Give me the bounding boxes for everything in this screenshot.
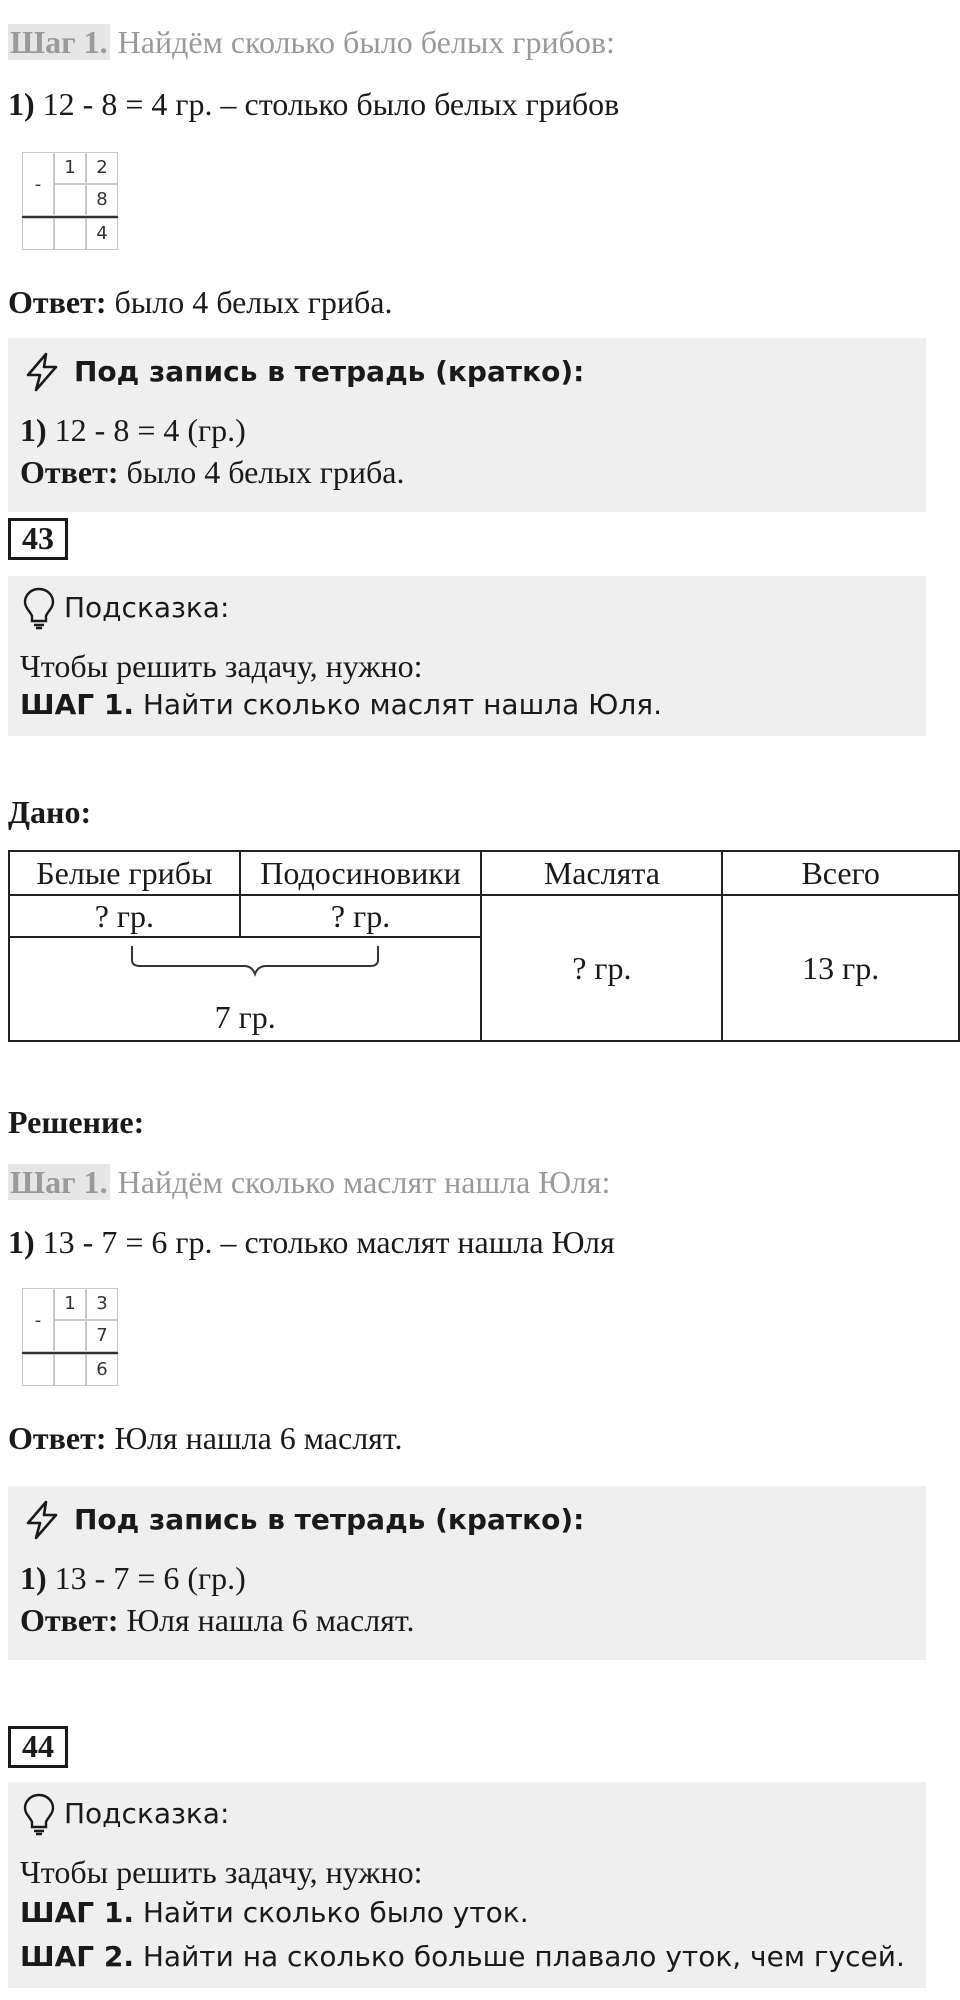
- digit-cell: 7: [86, 1320, 118, 1352]
- equation-text: 13 - 7 = 6 гр. – столько маслят нашла Юля: [42, 1224, 615, 1260]
- digit-cell: [22, 218, 54, 250]
- hint-box: [8, 576, 926, 736]
- given-table: [8, 850, 960, 1042]
- digit-cell: [22, 1354, 54, 1386]
- lightbulb-icon: [22, 586, 56, 630]
- value-cell: ? гр.: [9, 895, 240, 937]
- note-equation-text: 12 - 8 = 4 (гр.): [54, 412, 246, 448]
- minus-sign: -: [22, 1288, 54, 1352]
- step-text: Найдём сколько было белых грибов:: [117, 24, 615, 60]
- given-label: Дано:: [8, 794, 92, 830]
- digit-cell: 8: [86, 184, 118, 216]
- task-number: 43: [8, 518, 68, 560]
- note-equation: [20, 1558, 246, 1598]
- equation-line: [8, 1222, 615, 1262]
- step-text: Найдём сколько маслят нашла Юля:: [117, 1164, 611, 1200]
- hint-intro: Чтобы решить задачу, нужно:: [20, 648, 423, 684]
- column-subtraction: [22, 1288, 122, 1388]
- header-cell: Белые грибы: [9, 851, 240, 895]
- hint-title: Подсказка:: [64, 1797, 230, 1830]
- hint-step: [20, 1938, 905, 1976]
- hint-step-text: Найти сколько было уток.: [142, 1896, 529, 1929]
- answer-label: Ответ:: [8, 284, 107, 320]
- digit-cell: 3: [86, 1288, 118, 1320]
- hint-step-label: ШАГ 2.: [20, 1940, 134, 1973]
- brace-icon: [130, 944, 380, 984]
- digit-cell: [54, 218, 86, 250]
- minus-sign: -: [22, 152, 54, 216]
- value-cell: ? гр.: [481, 895, 722, 1041]
- note-answer-label: Ответ:: [20, 1602, 119, 1638]
- step-heading: [8, 1162, 610, 1202]
- solution-label: Решение:: [8, 1104, 145, 1140]
- brace-cell: [9, 937, 481, 1041]
- note-equation-number: 1): [20, 1560, 47, 1596]
- header-cell: Маслята: [481, 851, 722, 895]
- digit-cell: 4: [86, 218, 118, 250]
- task-number: 44: [8, 1726, 68, 1768]
- digit-cell: 1: [54, 1288, 86, 1320]
- note-answer-text: Юля нашла 6 маслят.: [126, 1602, 415, 1638]
- note-answer-label: Ответ:: [20, 454, 119, 490]
- notebook-note: [8, 338, 926, 512]
- answer-label: Ответ:: [8, 1420, 107, 1456]
- notebook-note: [8, 1486, 926, 1660]
- hint-intro: Чтобы решить задачу, нужно:: [20, 1854, 423, 1890]
- digit-cell: [54, 184, 86, 216]
- hint-box: [8, 1782, 926, 1988]
- note-answer: [20, 1600, 414, 1640]
- lightning-icon: [22, 1500, 62, 1540]
- value-cell: ? гр.: [240, 895, 482, 937]
- digit-cell: 2: [86, 152, 118, 184]
- digit-cell: [54, 1320, 86, 1352]
- equation-number: 1): [8, 86, 35, 122]
- lightbulb-icon: [22, 1792, 56, 1836]
- equation-line: [8, 84, 619, 124]
- hint-step: [20, 1894, 529, 1932]
- equation-number: 1): [8, 1224, 35, 1260]
- hint-step-text: Найти на сколько больше плавало уток, чем гусей.: [142, 1940, 905, 1973]
- note-equation-number: 1): [20, 412, 47, 448]
- hint-step: [20, 686, 662, 724]
- note-answer: [20, 452, 404, 492]
- column-subtraction: [22, 152, 122, 252]
- hint-step-label: ШАГ 1.: [20, 688, 134, 721]
- note-title: Под запись в тетрадь (кратко):: [74, 1503, 585, 1536]
- brace-total: 7 гр.: [214, 999, 276, 1035]
- note-title: Под запись в тетрадь (кратко):: [74, 355, 585, 388]
- answer-text: было 4 белых гриба.: [114, 284, 393, 320]
- answer-line: [8, 282, 392, 322]
- digit-cell: [54, 1354, 86, 1386]
- note-equation: [20, 410, 246, 450]
- value-cell: 13 гр.: [722, 895, 959, 1041]
- answer-line: [8, 1418, 402, 1458]
- note-equation-text: 13 - 7 = 6 (гр.): [54, 1560, 246, 1596]
- lightning-icon: [22, 352, 62, 392]
- hint-title: Подсказка:: [64, 591, 230, 624]
- digit-cell: 6: [86, 1354, 118, 1386]
- equation-text: 12 - 8 = 4 гр. – столько было белых грибов: [42, 86, 620, 122]
- header-cell: Всего: [722, 851, 959, 895]
- step-label: Шаг 1.: [10, 1164, 108, 1200]
- digit-cell: 1: [54, 152, 86, 184]
- header-cell: Подосиновики: [240, 851, 482, 895]
- answer-text: Юля нашла 6 маслят.: [114, 1420, 403, 1456]
- step-label: Шаг 1.: [10, 24, 108, 60]
- hint-step-label: ШАГ 1.: [20, 1896, 134, 1929]
- step-heading: [8, 22, 615, 62]
- hint-step-text: Найти сколько маслят нашла Юля.: [142, 688, 663, 721]
- note-answer-text: было 4 белых гриба.: [126, 454, 405, 490]
